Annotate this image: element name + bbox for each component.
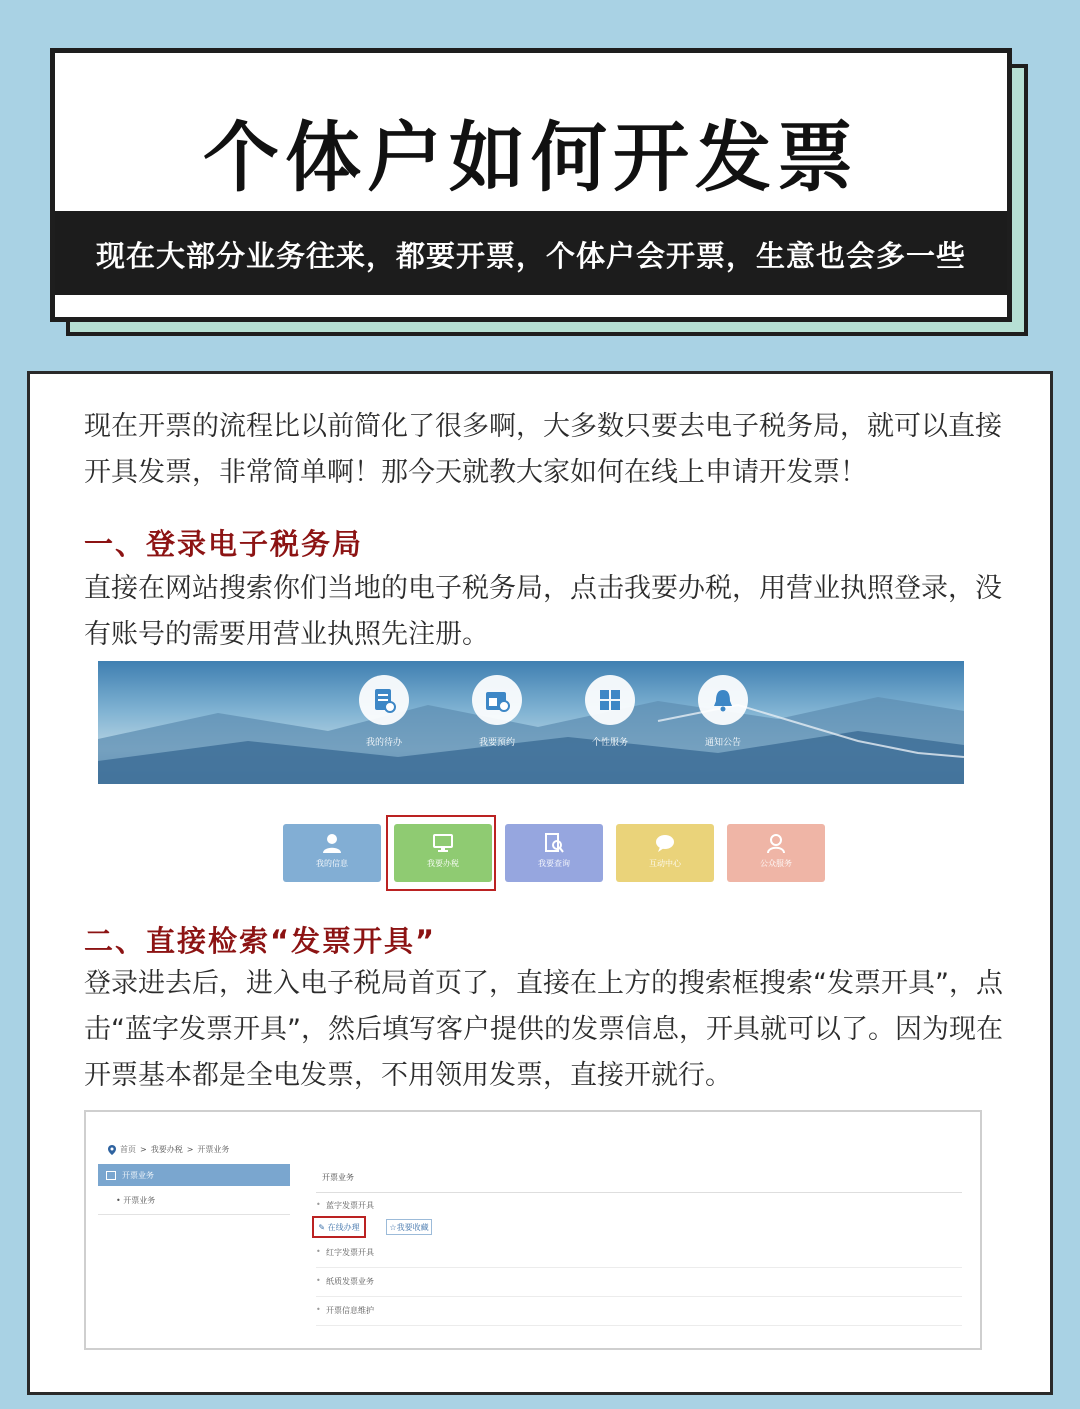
divider <box>98 1214 290 1215</box>
breadcrumb-tax[interactable]: 我要办税 <box>150 1145 183 1154</box>
service-notice[interactable] <box>668 675 778 748</box>
section1-heading: 一、登录电子税务局 <box>84 527 364 561</box>
folder-icon <box>106 1171 116 1180</box>
divider <box>316 1267 962 1268</box>
sidebar-item-active[interactable] <box>98 1164 290 1186</box>
tile-interaction[interactable] <box>616 824 714 882</box>
search-doc-icon <box>543 832 565 854</box>
subtitle-band <box>55 211 1007 295</box>
chat-icon <box>654 832 676 854</box>
bullet-icon: • <box>316 1200 321 1209</box>
list-item-label: 红字发票开具 <box>326 1248 374 1257</box>
service-my-todo[interactable] <box>329 675 439 748</box>
list-item-label: 纸质发票业务 <box>326 1277 374 1286</box>
tile-label: 我要办税 <box>427 859 459 868</box>
tile-label: 我要查询 <box>538 859 570 868</box>
online-handle-button[interactable] <box>312 1216 366 1238</box>
sidebar-active-label: 开票业务 <box>122 1170 154 1180</box>
bullet-icon: • <box>316 1276 321 1285</box>
tile-query[interactable] <box>505 824 603 882</box>
service-personal[interactable] <box>555 675 665 748</box>
intro-paragraph: 现在开票的流程比以前简化了很多啊，大多数只要去电子税务局，就可以直接开具发票，非常简单啊！那今天就教大家如何在线上申请开发票！ <box>84 411 1002 488</box>
service-appointment[interactable] <box>442 675 552 748</box>
bell-icon <box>698 675 748 725</box>
sidebar-item-label: 开票业务 <box>123 1196 156 1205</box>
divider <box>316 1192 962 1193</box>
section2-body: 登录进去后，进入电子税局首页了，直接在上方的搜索框搜索“发票开具”，点击“蓝字发票开具”，然后填写客户提供的发票信息，开具就可以了。因为现在开票基本都是全电发票，不用领用发票，直接开就行。 <box>84 968 1003 1091</box>
service-label: 我要预约 <box>478 738 515 748</box>
calendar-icon <box>472 675 522 725</box>
breadcrumb-separator: > <box>186 1145 194 1154</box>
location-pin-icon <box>108 1145 116 1155</box>
breadcrumb <box>108 1144 229 1155</box>
breadcrumb-home[interactable]: 首页 <box>120 1145 136 1154</box>
list-item-label: 开票信息维护 <box>326 1306 374 1315</box>
header-card <box>50 48 1012 322</box>
breadcrumb-separator: > <box>140 1145 147 1154</box>
bullet-icon: • <box>316 1247 321 1256</box>
service-label: 个性服务 <box>591 738 628 748</box>
grid-icon <box>585 675 635 725</box>
service-label: 我的待办 <box>365 738 402 748</box>
user-icon <box>321 832 343 854</box>
button-label: 在线办理 <box>327 1222 360 1232</box>
banner <box>98 661 964 784</box>
collect-button[interactable] <box>386 1219 432 1235</box>
tile-label: 公众服务 <box>760 859 792 868</box>
main-section-title: 开票业务 <box>322 1173 354 1182</box>
highlight-box <box>386 815 496 891</box>
bullet-icon: • <box>116 1196 124 1205</box>
page-subtitle: 现在大部分业务往来，都要开票，个体户会开票，生意也会多一些 <box>95 239 966 273</box>
button-label: 我要收藏 <box>396 1222 429 1232</box>
tile-label: 我的信息 <box>316 859 348 868</box>
sidebar-item[interactable] <box>116 1195 155 1206</box>
invoicing-page-screenshot <box>84 1110 982 1350</box>
tile-label: 互动中心 <box>649 859 681 868</box>
document-icon <box>359 675 409 725</box>
page-title: 个体户如何开发票 <box>203 113 859 202</box>
tax-bureau-home-screenshot <box>98 661 964 889</box>
list-item-label: 蓝字发票开具 <box>326 1201 374 1210</box>
service-label: 通知公告 <box>704 738 741 748</box>
breadcrumb-current: 开票业务 <box>197 1145 230 1154</box>
content-panel <box>27 371 1053 1395</box>
divider <box>316 1325 962 1326</box>
service-icon <box>765 832 787 854</box>
divider <box>316 1296 962 1297</box>
tile-my-info[interactable] <box>283 824 381 882</box>
section2-heading: 二、直接检索“发票开具” <box>84 924 437 958</box>
section1-body: 直接在网站搜索你们当地的电子税务局，点击我要办税，用营业执照登录，没有账号的需要用营业执照先注册。 <box>84 573 1002 650</box>
bullet-icon: • <box>316 1305 321 1314</box>
tile-public-service[interactable] <box>727 824 825 882</box>
star-icon: ☆ <box>389 1222 397 1232</box>
edit-icon: ✎ <box>318 1222 328 1232</box>
